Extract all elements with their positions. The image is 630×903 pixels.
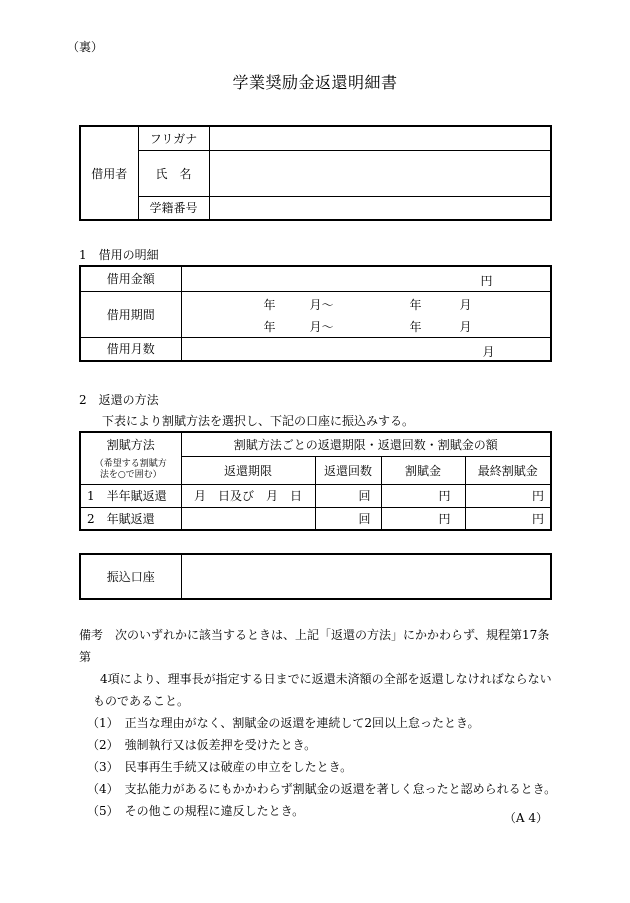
- account-table: [79, 553, 552, 600]
- notes-item-1: （1） 正当な理由がなく、割賦金の返還を連続して2回以上怠ったとき。: [87, 716, 480, 730]
- name-field[interactable]: [209, 150, 551, 196]
- account-label: 振込口座: [80, 554, 181, 599]
- method-note-line1: （希望する割賦方: [94, 458, 167, 469]
- section1-heading: 1 借用の明細: [79, 248, 159, 262]
- notes-line1: 備考 次のいずれかに該当するときは、上記「返還の方法」にかかわらず、規程第17条第: [79, 628, 550, 664]
- notes-item-2: （2） 強制執行又は仮差押を受けたとき。: [87, 738, 317, 752]
- account-field[interactable]: [181, 554, 551, 599]
- paper-size-label: （A 4）: [503, 811, 548, 825]
- furigana-field[interactable]: [209, 126, 551, 150]
- period2-year-start: 年: [263, 320, 276, 334]
- method-note: [80, 456, 181, 484]
- notes-section: [79, 624, 559, 822]
- group-header: 割賦方法ごとの返還期限・返還回数・割賦金の額: [181, 432, 551, 456]
- loan-months-label: 借用月数: [80, 337, 181, 361]
- count-header: 返還回数: [315, 456, 381, 484]
- document-title: 学業奨励金返還明細書: [232, 73, 398, 92]
- method-option-semiannual[interactable]: 1 半年賦返還: [80, 484, 181, 507]
- method-note-line2: 法を○で囲む）: [99, 469, 162, 480]
- period1-month-start: 月〜: [309, 298, 334, 312]
- semiannual-final[interactable]: 円: [465, 484, 551, 507]
- deadline-header: 返還期限: [181, 456, 315, 484]
- period1-year-end: 年: [409, 298, 422, 312]
- notes-item-5: （5） その他この規程に違反したとき。: [87, 804, 305, 818]
- annual-deadline[interactable]: [181, 507, 315, 530]
- notes-line3: ものであること。: [93, 694, 190, 708]
- student-id-field[interactable]: [209, 196, 551, 220]
- loan-period-field[interactable]: [181, 291, 551, 337]
- loan-amount-field[interactable]: [181, 266, 551, 291]
- loan-details-table: [79, 265, 552, 362]
- repayment-table: [79, 431, 552, 531]
- method-option-annual[interactable]: 2 年賦返還: [80, 507, 181, 530]
- notes-line2: 4項により、理事長が指定する日までに返還未済額の全部を返還しなければならない: [100, 672, 552, 686]
- name-label: 氏 名: [138, 150, 209, 196]
- semiannual-installment[interactable]: 円: [381, 484, 465, 507]
- period1-month-end: 月: [459, 298, 472, 312]
- notes-item-4: （4） 支払能力があるにもかかわらず割賦金の返還を著しく怠ったと認められるとき。: [87, 782, 557, 796]
- period2-year-end: 年: [409, 320, 422, 334]
- period2-month-end: 月: [459, 320, 472, 334]
- notes-item-3: （3） 民事再生手続又は破産の申立をしたとき。: [87, 760, 353, 774]
- student-id-label: 学籍番号: [138, 196, 209, 220]
- yen-unit: 円: [480, 274, 493, 288]
- method-header: 割賦方法: [80, 432, 181, 456]
- section2-instruction: 下表により割賦方法を選択し、下記の口座に振込みする。: [102, 414, 415, 428]
- loan-months-field[interactable]: [181, 337, 551, 361]
- installment-header: 割賦金: [381, 456, 465, 484]
- semiannual-deadline[interactable]: 月 日及び 月 日: [181, 484, 315, 507]
- borrower-header: 借用者: [80, 126, 138, 220]
- month-unit: 月: [482, 344, 495, 359]
- annual-installment[interactable]: 円: [381, 507, 465, 530]
- final-installment-header: 最終割賦金: [465, 456, 551, 484]
- loan-amount-label: 借用金額: [80, 266, 181, 291]
- page-label: （裏）: [67, 40, 104, 54]
- borrower-table: [79, 125, 552, 221]
- furigana-label: フリガナ: [138, 126, 209, 150]
- semiannual-count[interactable]: 回: [315, 484, 381, 507]
- section2-heading: 2 返還の方法: [79, 393, 159, 407]
- annual-final[interactable]: 円: [465, 507, 551, 530]
- period1-year-start: 年: [263, 298, 276, 312]
- annual-count[interactable]: 回: [315, 507, 381, 530]
- loan-period-label: 借用期間: [80, 291, 181, 337]
- period2-month-start: 月〜: [309, 320, 334, 334]
